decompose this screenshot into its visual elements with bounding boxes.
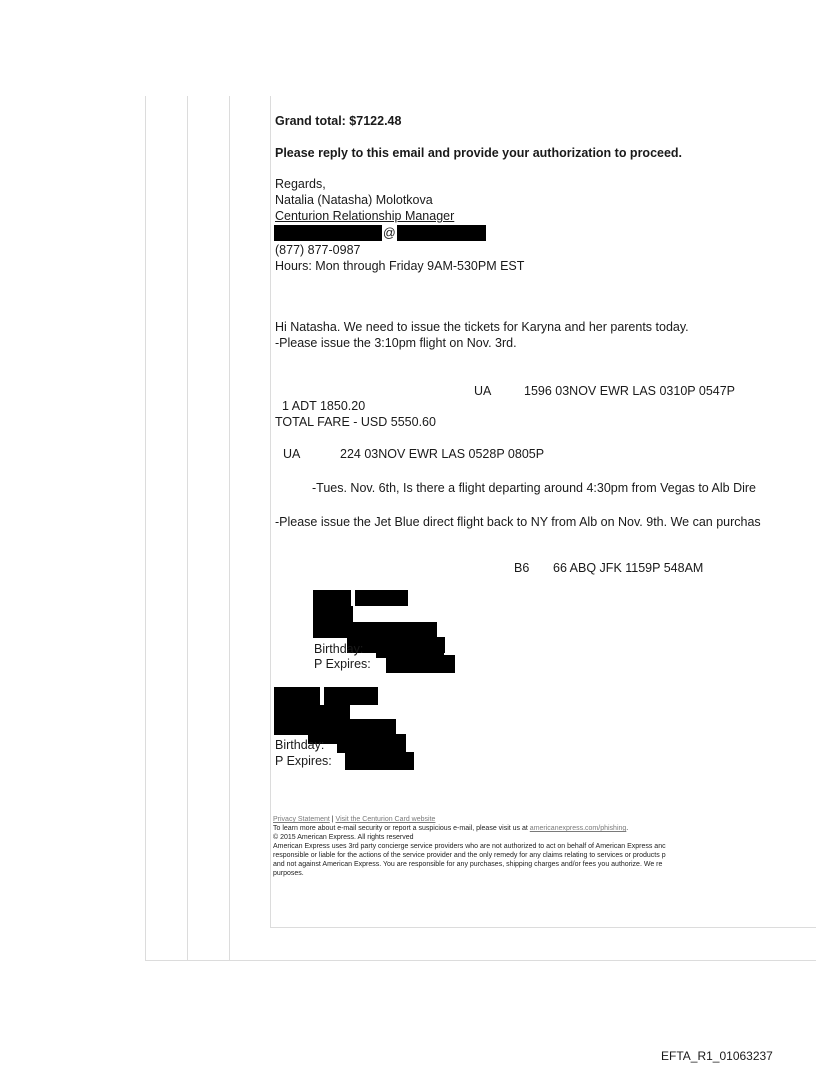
redacted-passenger-2-block xyxy=(324,687,378,705)
message-item-2: -Tues. Nov. 6th, Is there a flight departing around 4:30pm from Vegas to Alb Dire xyxy=(312,481,756,495)
passenger-2-birthday-label: Birthday: xyxy=(275,738,325,752)
footer-security-period: . xyxy=(626,825,629,832)
content-bottom-rule xyxy=(270,927,816,928)
flight-2-carrier: UA xyxy=(283,447,301,461)
redacted-email-domain xyxy=(397,225,486,241)
passenger-1-expires-label: P Expires: xyxy=(314,657,371,671)
signature-regards: Regards, xyxy=(275,177,326,191)
footer-disclaimer-2: responsible or liable for the actions of the service provider and the only remedy for any claims relating to services or products p xyxy=(273,852,666,859)
centurion-website-link[interactable]: Visit the Centurion Card website xyxy=(335,816,436,823)
authorization-request: Please reply to this email and provide your authorization to proceed. xyxy=(275,146,683,160)
flight-3-details: 66 ABQ JFK 1159P 548AM xyxy=(553,561,704,575)
privacy-statement-link[interactable]: Privacy Statement xyxy=(273,816,330,823)
signature-hours: Hours: Mon through Friday 9AM-530PM EST xyxy=(275,259,525,273)
message-item-3: -Please issue the Jet Blue direct flight back to NY from Alb on Nov. 9th. We can purchas xyxy=(275,515,761,529)
redacted-passenger-2-block xyxy=(274,705,350,719)
redacted-passenger-2-birthday xyxy=(337,738,406,753)
redacted-passenger-1-expires xyxy=(386,655,455,673)
redacted-passenger-1-block xyxy=(313,606,353,622)
content-guide xyxy=(270,96,271,928)
document-id: EFTA_R1_01063237 xyxy=(661,1049,773,1063)
page-bottom-rule xyxy=(145,960,816,961)
flight-1-details: 1596 03NOV EWR LAS 0310P 0547P xyxy=(524,384,736,398)
phishing-link[interactable]: americanexpress.com/phishing xyxy=(529,825,627,832)
fare-line: 1 ADT 1850.20 xyxy=(282,399,366,413)
flight-1-carrier: UA xyxy=(474,384,492,398)
passenger-1-birthday-label: Birthday: xyxy=(314,642,364,656)
redacted-passenger-2-expires xyxy=(345,752,414,770)
footer-disclaimer-1: American Express uses 3rd party concierge service providers who are not authorized to act on behalf of American Express anc xyxy=(273,843,666,850)
redacted-passenger-1-block xyxy=(355,590,408,606)
redacted-passenger-1-block xyxy=(313,590,351,606)
redacted-passenger-1-block xyxy=(313,622,437,638)
footer-security-text: To learn more about e-mail security or report a suspicious e-mail, please visit us at xyxy=(273,825,528,832)
message-item-1: -Please issue the 3:10pm flight on Nov. 3rd. xyxy=(275,336,517,350)
total-fare: TOTAL FARE - USD 5550.60 xyxy=(275,415,436,429)
redacted-email-user xyxy=(274,225,382,241)
footer-security-row xyxy=(273,825,628,834)
signature-title: Centurion Relationship Manager xyxy=(275,209,455,223)
footer-link-separator: | xyxy=(331,816,334,823)
flight-2-details: 224 03NOV EWR LAS 0528P 0805P xyxy=(340,447,545,461)
footer-disclaimer-4: purposes. xyxy=(273,870,304,877)
column-guide-1 xyxy=(145,96,146,960)
signature-name: Natalia (Natasha) Molotkova xyxy=(275,193,433,207)
signature-phone: (877) 877-0987 xyxy=(275,243,361,257)
footer-disclaimer-3: and not against American Express. You are responsible for any purchases, shipping charges and/or fees you authorize. We re xyxy=(273,861,663,868)
redacted-passenger-2-block xyxy=(274,719,396,735)
footer-links-row xyxy=(273,816,435,825)
column-guide-3 xyxy=(229,96,230,960)
passenger-2-expires-label: P Expires: xyxy=(275,754,332,768)
column-guide-2 xyxy=(187,96,188,960)
redacted-passenger-2-block xyxy=(274,687,320,705)
grand-total: Grand total: $7122.48 xyxy=(275,114,402,128)
email-at-symbol: @ xyxy=(383,226,396,240)
message-greeting: Hi Natasha. We need to issue the tickets for Karyna and her parents today. xyxy=(275,320,689,334)
flight-3-carrier: B6 xyxy=(514,561,530,575)
footer-copyright: © 2015 American Express. All rights reserved xyxy=(273,834,414,841)
